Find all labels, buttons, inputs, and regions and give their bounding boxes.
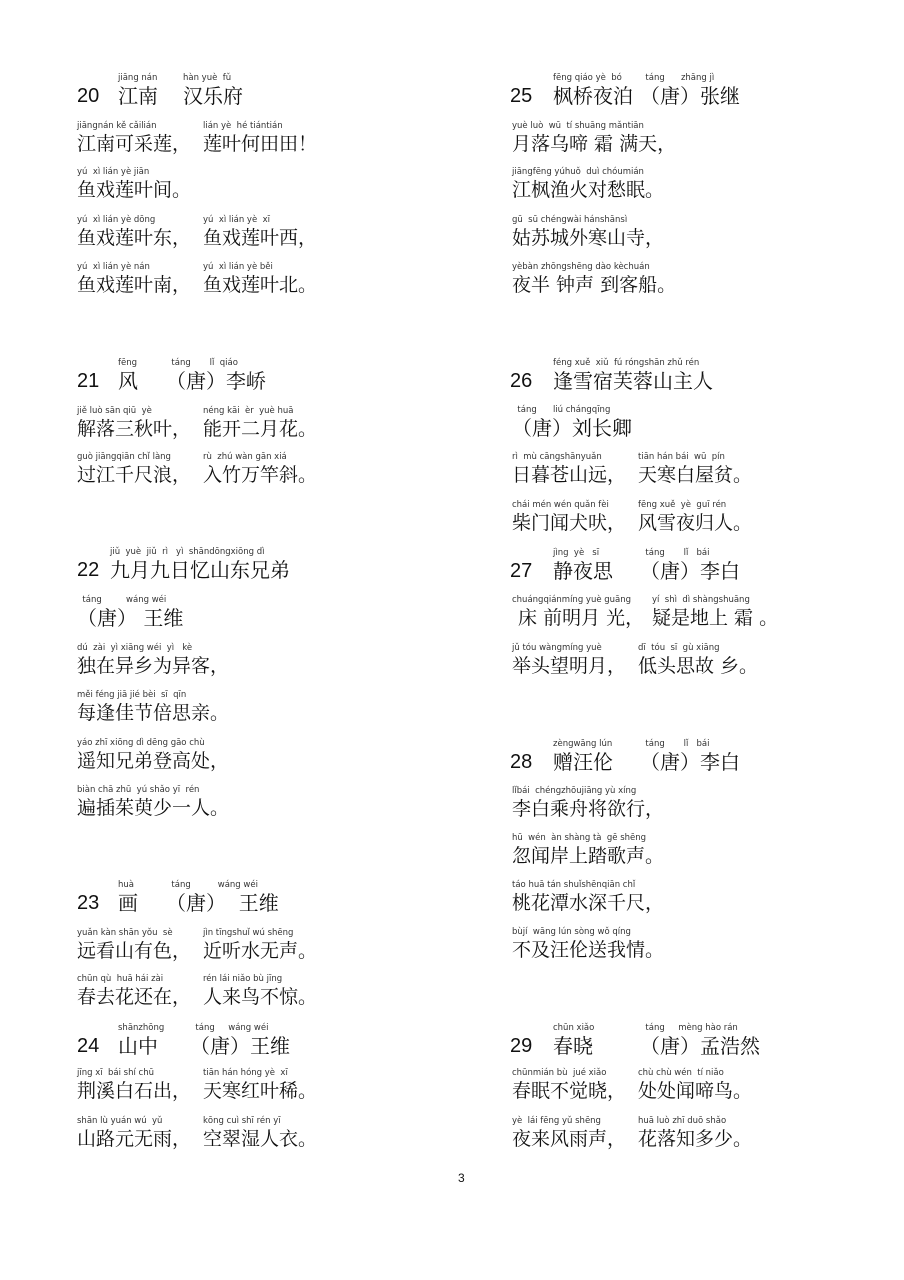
verse-pinyin: chái mén wén quǎn fèi [512, 500, 609, 510]
verse-text: 江南可采莲， [77, 133, 192, 155]
verse-pinyin: yú xì lián yè nán [77, 262, 150, 272]
verse-line [77, 451, 191, 487]
poem-title [118, 879, 138, 915]
title-pinyin: jiǔ yuè jiǔ rì yì shāndōngxiōng dì [110, 547, 265, 557]
poem-title [118, 1022, 164, 1058]
verse-text: 山路元无雨， [77, 1128, 192, 1150]
poem-author [183, 72, 243, 108]
verse-line [203, 1115, 317, 1151]
verse-text: 江枫渔火对愁眠。 [512, 179, 665, 201]
verse-text: 春眠不觉晓， [512, 1080, 627, 1102]
author-pinyin: táng wáng wéi [166, 880, 258, 890]
verse-pinyin: yáo zhī xiōng dì dēng gāo chù [77, 738, 205, 748]
verse-text: 近听水无声。 [203, 940, 318, 962]
verse-text: 入竹万竿斜。 [203, 464, 318, 486]
verse-text: 春去花还在， [77, 986, 192, 1008]
verse-text: 解落三秋叶， [77, 418, 192, 440]
title-text: 山中 [118, 1034, 158, 1058]
verse-pinyin: yú xì lián yè běi [203, 262, 273, 272]
verse-pinyin: dī tóu sī gù xiāng [638, 643, 720, 653]
author-text: （唐）孟浩然 [640, 1034, 760, 1058]
verse-line [77, 784, 229, 820]
poem-author [512, 404, 632, 440]
author-text: 汉乐府 [183, 84, 243, 108]
verse-pinyin: yú xì lián yè xī [203, 215, 270, 225]
verse-text: 能开二月花。 [203, 418, 318, 440]
poem-author [640, 547, 740, 583]
verse-line [512, 1067, 626, 1103]
title-pinyin: fēng qiáo yè bó [553, 73, 622, 83]
poem-number: 21 [77, 370, 100, 392]
verse-pinyin: chūnmián bù jué xiǎo [512, 1068, 607, 1078]
verse-line [512, 785, 664, 821]
verse-pinyin: kōng cuì shī rén yī [203, 1116, 281, 1126]
verse-text: 独在异乡为异客， [77, 655, 230, 677]
title-text: 风 [118, 369, 138, 393]
verse-line [77, 120, 191, 156]
verse-text: 不及汪伦送我情。 [512, 939, 665, 961]
verse-line [203, 120, 317, 156]
title-pinyin: zèngwāng lún [553, 739, 613, 749]
poem-title [553, 72, 633, 108]
verse-text: 天寒红叶稀。 [203, 1080, 318, 1102]
title-text: 春晓 [553, 1034, 593, 1058]
verse-text: 每逢佳节倍思亲。 [77, 702, 230, 724]
verse-text: 低头思故 乡。 [638, 655, 759, 677]
verse-text: 空翠湿人衣。 [203, 1128, 318, 1150]
title-text: 九月九日忆山东兄弟 [110, 558, 290, 582]
verse-pinyin: tiān hán hóng yè xī [203, 1068, 288, 1078]
poem-author [640, 738, 740, 774]
verse-pinyin: rì mù cāngshānyuǎn [512, 452, 602, 462]
verse-text: 月落乌啼 霜 满天， [512, 133, 677, 155]
author-pinyin: táng liú chángqīng [512, 405, 611, 415]
verse-pinyin: rù zhú wàn gān xiá [203, 452, 287, 462]
author-pinyin: táng mèng hào rán [640, 1023, 738, 1033]
verse-pinyin: yuè luò wū tí shuāng mǎntiān [512, 121, 644, 131]
title-text: 江南 [118, 84, 158, 108]
author-text: （唐）王维 [190, 1034, 290, 1058]
title-text: 逢雪宿芙蓉山主人 [553, 369, 713, 393]
author-pinyin: táng wáng wéi [77, 595, 167, 605]
poem-title [553, 357, 713, 393]
poem-number: 25 [510, 85, 533, 107]
verse-line [77, 166, 191, 202]
verse-text: 床 前明月 光， [512, 607, 645, 629]
verse-line [77, 1115, 191, 1151]
verse-line [512, 166, 664, 202]
verse-pinyin: tiān hán bái wū pín [638, 452, 725, 462]
verse-pinyin: jǔ tóu wàngmíng yuè [512, 643, 602, 653]
verse-line [512, 879, 664, 915]
verse-line [638, 1067, 752, 1103]
author-pinyin: hàn yuè fǔ [183, 73, 232, 83]
verse-text: 忽闻岸上踏歌声。 [512, 845, 665, 867]
verse-line [203, 927, 317, 963]
verse-pinyin: chūn qù huā hái zài [77, 974, 164, 984]
verse-line [77, 927, 191, 963]
verse-line [512, 926, 664, 962]
verse-line [512, 594, 644, 630]
poem-author [166, 357, 266, 393]
verse-text: 莲叶何田田！ [203, 133, 318, 155]
verse-line [77, 642, 229, 678]
verse-text: 天寒白屋贫。 [638, 464, 753, 486]
verse-line [77, 261, 191, 297]
verse-pinyin: yú xì lián yè jiān [77, 167, 150, 177]
verse-line [512, 214, 664, 250]
verse-line [512, 451, 626, 487]
verse-line [638, 1115, 752, 1151]
verse-pinyin: biàn chā zhū yú shǎo yī rén [77, 785, 200, 795]
title-text: 画 [118, 891, 138, 915]
title-pinyin: jiāng nán [118, 73, 158, 83]
author-text: （唐）张继 [640, 84, 740, 108]
verse-pinyin: jiāngfēng yúhuǒ duì chóumián [512, 167, 644, 177]
verse-pinyin: jìn tīngshuǐ wú shēng [203, 928, 294, 938]
verse-line [512, 261, 676, 297]
verse-line [203, 261, 317, 297]
verse-text: 李白乘舟将欲行， [512, 798, 665, 820]
title-pinyin: chūn xiǎo [553, 1023, 595, 1033]
verse-line [77, 214, 191, 250]
verse-text: 遥知兄弟登高处， [77, 750, 230, 772]
verse-text: 日暮苍山远， [512, 464, 627, 486]
poem-title [118, 72, 158, 108]
poem-number: 26 [510, 370, 533, 392]
verse-pinyin: gū sū chéngwài hánshānsì [512, 215, 628, 225]
author-text: （唐）李峤 [166, 369, 266, 393]
verse-line [652, 594, 778, 630]
author-text: （唐）李白 [640, 559, 740, 583]
verse-text: 处处闻啼鸟。 [638, 1080, 753, 1102]
poem-number: 27 [510, 560, 533, 582]
verse-text: 举头望明月， [512, 655, 627, 677]
verse-pinyin: jiě luò sān qiū yè [77, 406, 152, 416]
poem-author [640, 72, 740, 108]
verse-text: 鱼戏莲叶西， [203, 227, 318, 249]
title-pinyin: fēng [118, 358, 138, 368]
verse-text: 鱼戏莲叶南， [77, 274, 192, 296]
poem-author [166, 879, 279, 915]
verse-pinyin: néng kāi èr yuè huā [203, 406, 294, 416]
verse-pinyin: jiāngnán kě cǎilián [77, 121, 157, 131]
verse-pinyin: lǐbái chéngzhōujiāng yù xíng [512, 786, 637, 796]
poem-number: 28 [510, 751, 533, 773]
verse-pinyin: yèbàn zhōngshēng dào kèchuán [512, 262, 650, 272]
title-pinyin: shānzhōng [118, 1023, 165, 1033]
verse-pinyin: jīng xī bái shí chū [77, 1068, 154, 1078]
verse-text: 鱼戏莲叶北。 [203, 274, 318, 296]
verse-text: 桃花潭水深千尺， [512, 892, 665, 914]
verse-text: 疑是地上 霜 。 [652, 607, 779, 629]
verse-pinyin: lián yè hé tiántián [203, 121, 283, 131]
author-text: （唐） 王维 [166, 891, 279, 915]
verse-pinyin: táo huā tán shuǐshēnqiān chǐ [512, 880, 636, 890]
verse-pinyin: hū wén àn shàng tà gē shēng [512, 833, 647, 843]
verse-pinyin: yú xì lián yè dōng [77, 215, 156, 225]
verse-pinyin: bùjí wāng lún sòng wǒ qíng [512, 927, 631, 937]
title-pinyin: jìng yè sī [553, 548, 600, 558]
poem-title [553, 547, 613, 583]
verse-pinyin: měi féng jiā jié bèi sī qīn [77, 690, 187, 700]
verse-pinyin: chuángqiánmíng yuè guāng [512, 595, 632, 605]
author-text: （唐）李白 [640, 750, 740, 774]
verse-text: 鱼戏莲叶东， [77, 227, 192, 249]
verse-line [77, 973, 191, 1009]
verse-line [203, 451, 317, 487]
verse-text: 花落知多少。 [638, 1128, 753, 1150]
verse-line [203, 405, 317, 441]
verse-text: 远看山有色， [77, 940, 192, 962]
verse-line [638, 499, 752, 535]
poem-author [640, 1022, 760, 1058]
verse-text: 人来鸟不惊。 [203, 986, 318, 1008]
author-text: （唐） 王维 [77, 606, 184, 630]
verse-line [77, 737, 229, 773]
verse-line [512, 499, 626, 535]
verse-pinyin: yuǎn kàn shān yǒu sè [77, 928, 173, 938]
verse-line [512, 642, 626, 678]
verse-pinyin: fēng xuě yè guī rén [638, 500, 727, 510]
verse-line [77, 1067, 191, 1103]
verse-pinyin: yè lái fēng yǔ shēng [512, 1116, 601, 1126]
verse-text: 姑苏城外寒山寺， [512, 227, 665, 249]
poem-number: 23 [77, 892, 100, 914]
page-number: 3 [458, 1171, 465, 1185]
author-pinyin: táng lǐ bái [640, 739, 710, 749]
verse-line [638, 642, 758, 678]
verse-line [203, 1067, 317, 1103]
author-pinyin: táng zhāng jì [640, 73, 715, 83]
verse-line [77, 689, 229, 725]
poem-title [553, 738, 613, 774]
verse-line [203, 973, 317, 1009]
verse-pinyin: rén lái niǎo bù jīng [203, 974, 283, 984]
verse-text: 风雪夜归人。 [638, 512, 753, 534]
poem-number: 29 [510, 1035, 533, 1057]
verse-line [512, 120, 676, 156]
poem-author [77, 594, 183, 630]
verse-pinyin: guò jiāngqiān chǐ làng [77, 452, 171, 462]
verse-pinyin: yí shì dì shàngshuāng [652, 595, 750, 605]
title-text: 静夜思 [553, 559, 613, 583]
verse-line [638, 451, 752, 487]
verse-pinyin: huā luò zhī duō shǎo [638, 1116, 727, 1126]
author-pinyin: táng lǐ bái [640, 548, 710, 558]
poem-title [553, 1022, 594, 1058]
verse-text: 荆溪白石出， [77, 1080, 192, 1102]
title-pinyin: huà [118, 880, 134, 890]
verse-line [77, 405, 191, 441]
verse-text: 夜来风雨声， [512, 1128, 627, 1150]
author-text: （唐）刘长卿 [512, 416, 632, 440]
verse-text: 柴门闻犬吠， [512, 512, 627, 534]
poem-title [118, 357, 138, 393]
verse-pinyin: chù chù wén tí niǎo [638, 1068, 724, 1078]
verse-line [512, 832, 664, 868]
poem-author [190, 1022, 290, 1058]
poem-number: 24 [77, 1035, 100, 1057]
verse-line [512, 1115, 626, 1151]
poem-number: 22 [77, 559, 100, 581]
verse-text: 鱼戏莲叶间。 [77, 179, 192, 201]
author-pinyin: táng wáng wéi [190, 1023, 269, 1033]
poem-title [110, 546, 290, 582]
author-pinyin: táng lǐ qiáo [166, 358, 238, 368]
verse-pinyin: dú zài yì xiāng wéi yì kè [77, 643, 193, 653]
title-text: 赠汪伦 [553, 750, 613, 774]
verse-text: 夜半 钟声 到客船。 [512, 274, 677, 296]
verse-text: 过江千尺浪， [77, 464, 192, 486]
title-pinyin: féng xuě xiǔ fú róngshān zhǔ rén [553, 358, 700, 368]
poem-number: 20 [77, 85, 100, 107]
verse-pinyin: shān lù yuán wú yǔ [77, 1116, 163, 1126]
verse-line [203, 214, 317, 250]
verse-text: 遍插茱萸少一人。 [77, 797, 230, 819]
title-text: 枫桥夜泊 [553, 84, 633, 108]
